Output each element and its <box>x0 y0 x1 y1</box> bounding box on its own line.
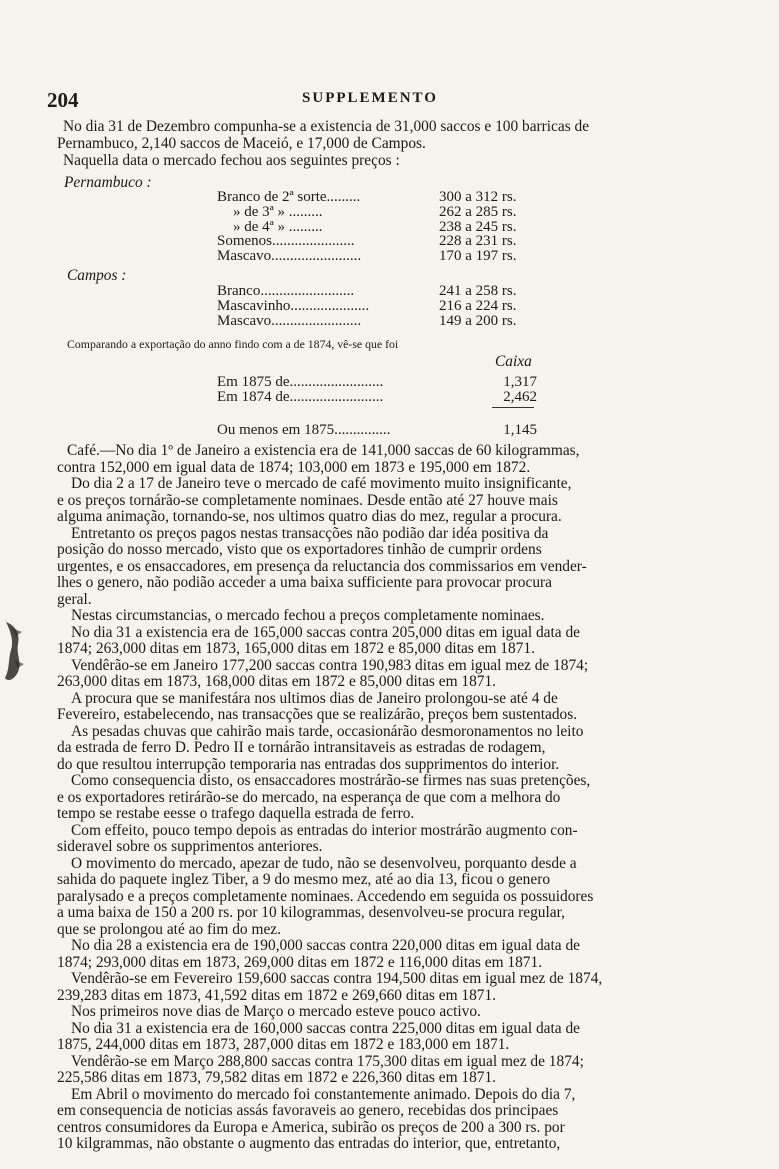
body-line: a uma baixa de 150 a 200 rs. por 10 kilogrammas, desenvolveu-se procura regular, <box>57 904 565 921</box>
intro-paragraph <box>57 119 693 152</box>
price-label: » de 4ª » ......... <box>233 218 323 235</box>
body-line: tempo se restabe eesse o trafego daquella estrada de ferro. <box>57 805 415 822</box>
comparison-value: 1,317 <box>503 374 537 390</box>
price-label: Mascavo........................ <box>217 248 362 265</box>
price-range: 262 a 285 rs. <box>439 203 517 220</box>
intro-line: No dia 31 de Dezembro compunha-se a existencia de 31,000 saccos e 100 barricas de <box>63 118 590 135</box>
body-line: Do dia 2 a 17 de Janeiro teve o mercado de café movimento muito insignificante, <box>71 475 572 492</box>
body-line: geral. <box>57 590 92 608</box>
body-line: do que resultou interrupção temporaria nas entradas dos supprimentos do interior. <box>57 755 560 773</box>
body-line: Vendêrão-se em Fevereiro 159,600 saccas contra 194,500 ditas em igual mez de 1874, <box>71 970 603 987</box>
ink-blot-mark <box>2 620 26 684</box>
body-line: Com effeito, pouco tempo depois as entradas do interior mostrárão augmento con- <box>71 821 578 839</box>
price-range: 238 a 245 rs. <box>439 218 517 235</box>
body-line: Vendêrão-se em Março 288,800 saccas contra 175,300 ditas em igual mez de 1874; <box>71 1052 584 1070</box>
body-line: Vendêrão-se em Janeiro 177,200 saccas contra 190,983 ditas em igual mez de 1874; <box>71 656 589 674</box>
comparison-row <box>217 375 537 390</box>
price-range: 149 a 200 rs. <box>439 312 517 329</box>
body-line: Fevereiro, estabelecendo, nas transacções que se realizárão, preços bem sustentados. <box>57 706 578 723</box>
intro-line: Pernambuco, 2,140 saccos de Maceió, e 17,000 de Campos. <box>57 134 426 152</box>
comparison-table <box>217 375 537 405</box>
body-line: posição do nosso mercado, visto que os exportadores tinhão de cumprir ordens <box>57 541 542 558</box>
body-line: alguma animação, tornando-se, nos ultimos quatro dias do mez, regular a procura. <box>57 508 562 525</box>
price-row <box>217 205 577 220</box>
cafe-section <box>57 443 693 1153</box>
body-line: urgentes, e os ensaccadores, em presença da reluctancia dos commissarios em vender- <box>57 557 587 575</box>
price-row <box>217 234 577 249</box>
comparison-column-header: Caixa <box>495 353 532 370</box>
body-line: e os exportadores retirárão-se do mercado, na esperança de que com a melhora do <box>57 788 561 806</box>
body-line: 1875, 244,000 ditas em 1873, 287,000 ditas em 1872 e 183,000 em 1871. <box>57 1036 510 1053</box>
price-row <box>217 249 577 264</box>
price-row <box>217 299 577 314</box>
body-line: No dia 31 a existencia era de 165,000 saccas contra 205,000 ditas em igual data de <box>71 623 580 641</box>
price-range: 228 a 231 rs. <box>439 233 517 250</box>
comparison-total <box>217 423 537 438</box>
price-range: 300 a 312 rs. <box>439 189 517 205</box>
pernambuco-price-table <box>217 190 577 264</box>
price-row <box>217 190 577 205</box>
comparison-label: Em 1875 de......................... <box>217 374 384 390</box>
body-line: Em Abril o movimento do mercado foi constantemente animado. Depois do dia 7, <box>71 1085 576 1103</box>
body-line: 263,000 ditas em 1873, 168,000 ditas em 1872 e 85,000 ditas em 1871. <box>57 673 497 690</box>
price-range: 216 a 224 rs. <box>439 297 517 314</box>
body-line: da estrada de ferro D. Pedro II e tornárão intransitaveis as estradas de rodagem, <box>57 739 546 756</box>
price-row <box>217 314 577 329</box>
price-label: Mascavinho..................... <box>217 297 370 314</box>
body-line: em consequencia de noticias assás favoraveis ao genero, recebidas dos principaes <box>57 1102 559 1119</box>
body-line: 10 kilgrammas, não obstante o augmento das entradas do interior, que, entretanto, <box>57 1135 561 1152</box>
comparison-total-row <box>217 423 537 438</box>
body-line: sideravel sobre os supprimentos anteriores. <box>57 838 323 855</box>
body-line: Café.—No dia 1º de Janeiro a existencia era de 141,000 saccas de 60 kilogrammas, <box>67 442 580 459</box>
body-line: sahida do paquete inglez Tiber, a 9 do mesmo mez, até ao dia 13, ficou o genero <box>57 871 551 888</box>
comparison-row <box>217 390 537 405</box>
campos-price-table <box>217 284 577 328</box>
price-label: Branco......................... <box>217 283 355 299</box>
intro-line: Naquella data o mercado fechou aos seguintes preços : <box>63 152 400 169</box>
body-line: contra 152,000 em igual data de 1874; 103,000 em 1873 e 195,000 em 1872. <box>57 458 531 476</box>
body-line: Entretanto os preços pagos nestas transacções não podião dar idéa positiva da <box>71 524 549 542</box>
body-line: lhes o genero, não podião acceder a uma baixa sufficiente para provocar procura <box>57 574 552 591</box>
comparison-value: 2,462 <box>503 388 537 405</box>
price-label: Branco de 2ª sorte......... <box>217 189 361 205</box>
price-range: 241 a 258 rs. <box>439 283 517 299</box>
comparison-total-value: 1,145 <box>503 422 537 438</box>
pernambuco-label: Pernambuco : <box>64 174 152 191</box>
price-row <box>217 220 577 235</box>
body-line: 239,283 ditas em 1873, 41,592 ditas em 1872 e 269,660 ditas em 1871. <box>57 986 497 1004</box>
price-label: Mascavo........................ <box>217 312 362 329</box>
body-line: No dia 31 a existencia era de 160,000 saccas contra 225,000 ditas em igual data de <box>71 1019 580 1037</box>
price-label: Somenos...................... <box>217 233 355 250</box>
running-title: SUPPLEMENTO <box>302 90 438 106</box>
campos-label: Campos : <box>67 267 127 284</box>
comparison-label: Em 1874 de......................... <box>217 388 384 405</box>
body-line: No dia 28 a existencia era de 190,000 saccas contra 220,000 ditas em igual data de <box>71 937 580 954</box>
body-line: As pesadas chuvas que cahirão mais tarde, occasionárão desmoronamentos no leito <box>71 722 584 740</box>
body-line: Nos primeiros nove dias de Março o mercado esteve pouco activo. <box>71 1003 481 1020</box>
price-range: 170 a 197 rs. <box>439 248 517 265</box>
comparison-lead: Comparando a exportação do anno findo com a de 1874, vê-se que foi <box>67 337 399 351</box>
body-line: A procura que se manifestára nos ultimos dias de Janeiro prolongou-se até 4 de <box>71 689 558 707</box>
body-line: que se prolongou até ao fim do mez. <box>57 920 281 938</box>
body-line: 1874; 263,000 ditas em 1873, 165,000 ditas em 1872 e 85,000 ditas em 1871. <box>57 640 535 657</box>
body-line: centros consumidores da Europa e America, subirão os preços de 200 a 300 rs. por <box>57 1118 565 1136</box>
body-line: 225,586 ditas em 1873, 79,582 ditas em 1872 e 226,360 ditas em 1871. <box>57 1069 497 1086</box>
body-line: Nestas circumstancias, o mercado fechou a preços completamente nominaes. <box>71 607 545 624</box>
price-row <box>217 284 577 299</box>
page-header <box>47 88 693 110</box>
body-line: Como consequencia disto, os ensaccadores mostrárão-se firmes nas suas pretenções, <box>71 772 591 789</box>
comparison-total-label: Ou menos em 1875............... <box>217 422 391 438</box>
body-line: O movimento do mercado, apezar de tudo, não se desenvolveu, porquanto desde a <box>71 854 577 872</box>
body-line: 1874; 293,000 ditas em 1873, 269,000 ditas em 1872 e 116,000 ditas em 1871. <box>57 953 543 971</box>
body-line: e os preços tornárão-se completamente nominaes. Desde então até 27 houve mais <box>57 491 558 509</box>
body-line: paralysado e a preços completamente nominaes. Accedendo em seguida os possuidores <box>57 887 594 905</box>
price-label: » de 3ª » ......... <box>233 203 323 220</box>
page-number: 204 <box>47 88 79 112</box>
sum-rule <box>492 407 534 408</box>
